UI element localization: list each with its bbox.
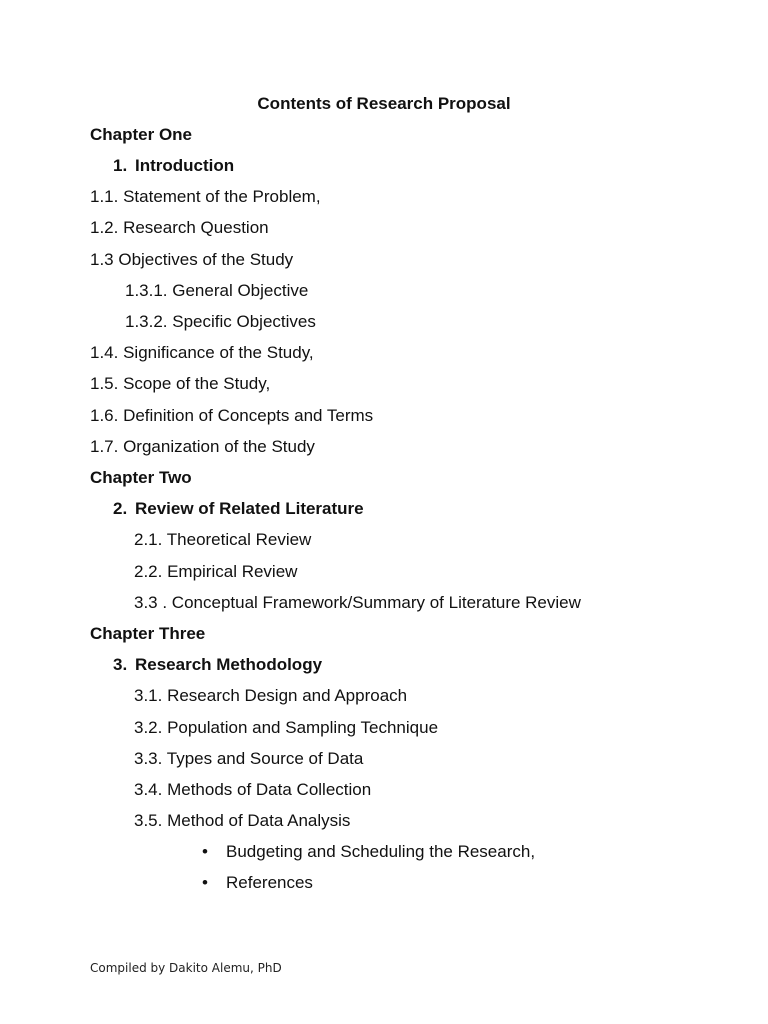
bullet-icon: • xyxy=(202,873,208,892)
section-title: Review of Related Literature xyxy=(135,499,364,518)
toc-item-3-1: 3.1. Research Design and Approach xyxy=(134,686,408,705)
bullet-text: References xyxy=(226,873,313,892)
section-number: 3. xyxy=(113,655,128,674)
bullet-text: Budgeting and Scheduling the Research, xyxy=(226,842,536,861)
section-number: 2. xyxy=(113,499,128,518)
toc-item-1-3: 1.3 Objectives of the Study xyxy=(90,250,294,269)
chapter-three-section xyxy=(113,655,322,675)
chapter-two-section xyxy=(113,499,364,519)
toc-item-2-2: 2.2. Empirical Review xyxy=(134,562,298,581)
document-title: Contents of Research Proposal xyxy=(257,94,511,113)
toc-item-3-5: 3.5. Method of Data Analysis xyxy=(134,811,351,830)
toc-item-1-1: 1.1. Statement of the Problem, xyxy=(90,187,321,206)
toc-item-1-5: 1.5. Scope of the Study, xyxy=(90,374,271,393)
page-footer: Compiled by Dakito Alemu, PhD xyxy=(90,961,282,975)
toc-item-1-4: 1.4. Significance of the Study, xyxy=(90,343,314,362)
toc-item-1-3-1: 1.3.1. General Objective xyxy=(125,281,309,300)
section-title: Research Methodology xyxy=(135,655,323,674)
section-title: Introduction xyxy=(135,156,235,175)
chapter-three-heading: Chapter Three xyxy=(90,624,206,643)
section-number: 1. xyxy=(113,156,128,175)
bullet-item-budgeting xyxy=(202,842,535,862)
toc-item-3-2: 3.2. Population and Sampling Technique xyxy=(134,718,439,737)
toc-item-3-4: 3.4. Methods of Data Collection xyxy=(134,780,372,799)
bullet-item-references xyxy=(202,873,313,893)
toc-item-2-1: 2.1. Theoretical Review xyxy=(134,530,312,549)
bullet-icon: • xyxy=(202,842,208,861)
chapter-one-section xyxy=(113,156,234,176)
toc-item-1-6: 1.6. Definition of Concepts and Terms xyxy=(90,406,374,425)
toc-item-3-3: 3.3. Types and Source of Data xyxy=(134,749,364,768)
toc-item-1-2: 1.2. Research Question xyxy=(90,218,269,237)
toc-item-1-3-2: 1.3.2. Specific Objectives xyxy=(125,312,316,331)
chapter-two-heading: Chapter Two xyxy=(90,468,192,487)
chapter-one-heading: Chapter One xyxy=(90,125,193,144)
toc-item-1-7: 1.7. Organization of the Study xyxy=(90,437,315,456)
toc-item-2-3: 3.3 . Conceptual Framework/Summary of Literature Review xyxy=(134,593,581,612)
